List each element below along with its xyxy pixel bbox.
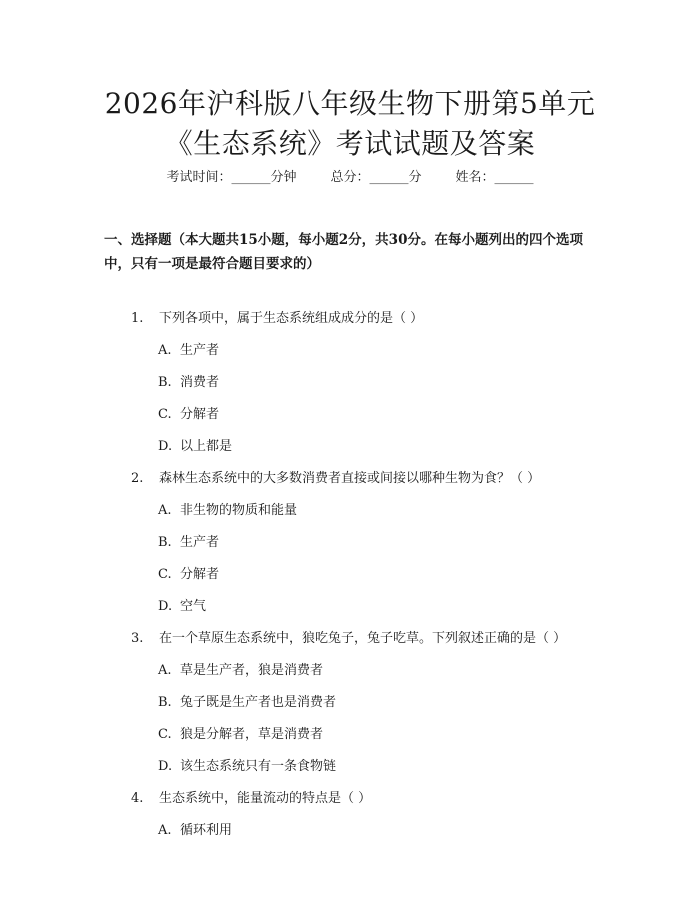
question-item <box>131 470 540 488</box>
option-item <box>158 342 219 360</box>
question-text: 生态系统中，能量流动的特点是（ ） <box>159 791 372 806</box>
option-text: 空气 <box>180 599 207 614</box>
option-letter: B. <box>158 695 172 710</box>
question-number: 2. <box>131 471 144 486</box>
option-text: 草是生产者，狼是消费者 <box>180 663 324 678</box>
option-letter: B. <box>158 375 172 390</box>
option-text: 分解者 <box>180 567 220 582</box>
section-header: 一、选择题（本大题共15小题，每小题2分，共30分。在每小题列出的四个选项中，只有一项是最符合题目要求的） <box>104 232 583 272</box>
option-item <box>158 502 297 520</box>
question-text: 在一个草原生态系统中，狼吃兔子，兔子吃草。下列叙述正确的是（ ） <box>159 631 567 646</box>
option-letter: D. <box>158 759 173 774</box>
option-text: 以上都是 <box>180 439 233 454</box>
option-letter: B. <box>158 535 172 550</box>
option-text: 分解者 <box>180 407 220 422</box>
option-text: 非生物的物质和能量 <box>180 503 298 518</box>
option-item <box>158 566 219 584</box>
option-letter: A. <box>158 503 172 518</box>
option-item <box>158 726 323 744</box>
exam-title: 2026年沪科版八年级生物下册第5单元《生态系统》考试试题及答案 <box>104 87 596 160</box>
option-item <box>158 822 232 840</box>
option-item <box>158 598 206 616</box>
student-name-field: 姓名：______ <box>455 170 534 185</box>
option-item <box>158 694 336 712</box>
option-text: 循环利用 <box>180 823 233 838</box>
question-text: 森林生态系统中的大多数消费者直接或间接以哪种生物为食？（ ） <box>159 471 541 486</box>
question-number: 3. <box>131 631 144 646</box>
question-item <box>131 790 371 808</box>
option-text: 该生态系统只有一条食物链 <box>180 759 337 774</box>
option-item <box>158 534 219 552</box>
option-letter: A. <box>158 663 172 678</box>
option-item <box>158 662 323 680</box>
option-text: 狼是分解者，草是消费者 <box>180 727 324 742</box>
option-text: 消费者 <box>180 375 220 390</box>
option-letter: C. <box>158 407 172 422</box>
option-item <box>158 758 336 776</box>
option-text: 兔子既是生产者也是消费者 <box>180 695 337 710</box>
exam-time-field: 考试时间：______分钟 <box>166 170 297 185</box>
option-letter: C. <box>158 567 172 582</box>
option-item <box>158 374 219 392</box>
question-number: 1. <box>131 311 144 326</box>
option-letter: C. <box>158 727 172 742</box>
option-letter: A. <box>158 823 172 838</box>
option-text: 生产者 <box>180 343 220 358</box>
exam-meta <box>0 169 700 187</box>
option-item <box>158 438 232 456</box>
option-letter: A. <box>158 343 172 358</box>
question-number: 4. <box>131 791 144 806</box>
option-item <box>158 406 219 424</box>
option-letter: D. <box>158 439 173 454</box>
total-score-field: 总分：______分 <box>330 170 422 185</box>
option-text: 生产者 <box>180 535 220 550</box>
question-item <box>131 630 566 648</box>
question-text: 下列各项中，属于生态系统组成成分的是（ ） <box>159 311 424 326</box>
question-item <box>131 310 423 328</box>
option-letter: D. <box>158 599 173 614</box>
